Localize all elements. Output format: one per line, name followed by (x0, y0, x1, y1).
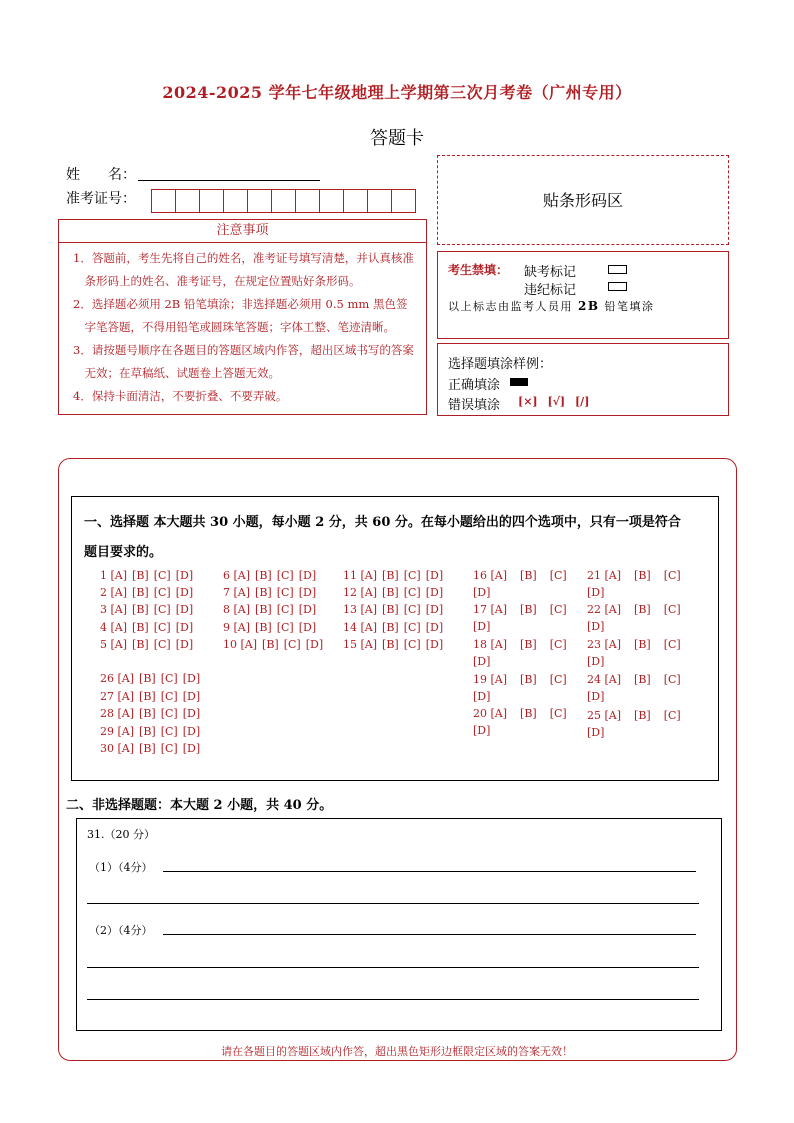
status-note: 以上标志由监考人员用 2B 铅笔填涂 (448, 299, 655, 313)
option-bubble[interactable]: [C] (663, 638, 681, 651)
question-number: 11 (343, 569, 361, 582)
option-bubble[interactable]: [A] (490, 707, 508, 720)
barcode-label: 贴条形码区 (542, 191, 623, 210)
option-bubble[interactable]: [A] (110, 620, 128, 634)
option-bubble[interactable]: [B] (520, 638, 537, 651)
option-bubble[interactable]: [C] (160, 707, 178, 720)
exam-id-digit-box[interactable] (271, 189, 296, 213)
question-row (100, 688, 205, 705)
option-bubble[interactable]: [D] (587, 586, 605, 599)
exam-id-digit-box[interactable] (367, 189, 392, 213)
question-row (223, 584, 321, 601)
question-number: 27 (100, 689, 118, 703)
option-bubble[interactable]: [B] (634, 709, 651, 722)
option-bubble[interactable]: [B] (520, 603, 537, 616)
option-bubble[interactable]: [D] (587, 620, 605, 633)
question-row (473, 567, 580, 601)
option-bubble[interactable]: [D] (298, 569, 317, 582)
question-row (223, 567, 321, 584)
option-bubble[interactable]: [C] (549, 569, 567, 582)
option-bubble[interactable]: [A] (360, 569, 378, 582)
q31-part1-label: （1）（4分） (89, 861, 153, 874)
fill-sample-box (437, 343, 729, 416)
option-bubble[interactable]: [B] (382, 586, 399, 600)
question-row (100, 636, 198, 653)
option-bubble[interactable]: [D] (473, 620, 491, 633)
option-bubble[interactable]: [C] (403, 637, 421, 651)
absent-label: 缺考标记 (524, 265, 577, 280)
question-row (100, 584, 198, 601)
note-item: 3．请按题号顺序在各题目的答题区域内作答，超出区域书写的答案无效；在草稿纸、试题卷上答题无效。 (73, 343, 414, 380)
question-number: 28 (100, 707, 118, 720)
option-bubble[interactable]: [B] (255, 586, 272, 600)
question-row (473, 601, 580, 635)
option-bubble[interactable]: [B] (255, 620, 272, 634)
question-number: 16 (473, 569, 491, 582)
question-number: 15 (343, 637, 361, 651)
option-bubble[interactable]: [C] (276, 586, 294, 600)
answer-line[interactable] (87, 903, 699, 904)
question-number: 19 (473, 673, 491, 686)
option-bubble[interactable]: [B] (520, 673, 537, 686)
question-row (100, 740, 205, 757)
option-bubble[interactable]: [A] (233, 586, 251, 600)
question-number: 5 (100, 637, 111, 651)
option-bubble[interactable]: [B] (255, 569, 272, 582)
question-row (587, 707, 694, 741)
exam-id-digit-box[interactable] (175, 189, 200, 213)
question-number: 20 (473, 707, 491, 720)
option-bubble[interactable]: [D] (473, 586, 491, 599)
notes-title: 注意事项 (216, 223, 269, 238)
option-bubble[interactable]: [B] (132, 603, 149, 617)
question-row (343, 601, 448, 618)
option-bubble[interactable]: [B] (139, 672, 156, 685)
option-bubble[interactable]: [C] (160, 672, 178, 685)
option-bubble[interactable]: [A] (360, 637, 378, 651)
option-bubble[interactable]: [D] (175, 603, 194, 617)
option-bubble[interactable]: [C] (663, 709, 681, 722)
note-item: 2．选择题必须用 2B 铅笔填涂；非选择题必须用 0.5 mm 黑色签字笔答题，不得用铅笔或圆珠笔答题；字体工整、笔迹清晰。 (73, 297, 408, 334)
notes-header (58, 219, 427, 243)
option-bubble[interactable]: [A] (490, 569, 508, 582)
option-bubble[interactable]: [C] (549, 707, 567, 720)
question-row (473, 671, 580, 705)
option-bubble[interactable]: [C] (160, 724, 178, 738)
question-number: 3 (100, 603, 111, 617)
option-bubble[interactable]: [D] (182, 672, 201, 685)
option-bubble[interactable]: [A] (117, 707, 135, 720)
question-number: 18 (473, 638, 491, 651)
option-bubble[interactable]: [D] (473, 655, 491, 668)
option-bubble[interactable]: [D] (298, 620, 317, 634)
answer-line[interactable] (163, 871, 696, 872)
question-row (473, 705, 580, 739)
option-bubble[interactable]: [A] (110, 586, 128, 600)
option-bubble[interactable]: [D] (182, 689, 201, 703)
question-row (223, 601, 321, 618)
option-bubble[interactable]: [C] (663, 673, 681, 686)
option-bubble[interactable]: [D] (473, 690, 491, 703)
question-number: 30 (100, 742, 118, 755)
option-bubble[interactable]: [B] (139, 689, 156, 703)
option-bubble[interactable]: [A] (360, 603, 378, 617)
option-bubble[interactable]: [C] (160, 742, 178, 755)
option-bubble[interactable]: [D] (182, 742, 201, 755)
name-field[interactable] (138, 180, 320, 181)
option-bubble[interactable]: [A] (490, 638, 508, 651)
option-bubble[interactable]: [A] (490, 673, 508, 686)
option-bubble[interactable]: [A] (233, 620, 251, 634)
exam-id-digit-box[interactable] (295, 189, 320, 213)
option-bubble[interactable]: [A] (110, 637, 128, 651)
question-number: 23 (587, 638, 605, 651)
option-bubble[interactable]: [B] (132, 620, 149, 634)
answer-line[interactable] (87, 967, 699, 968)
barcode-area (437, 155, 729, 245)
question-number: 26 (100, 672, 118, 685)
option-bubble[interactable]: [A] (360, 586, 378, 600)
option-bubble[interactable]: [A] (233, 569, 251, 582)
option-bubble[interactable]: [D] (473, 724, 491, 737)
question-row (100, 705, 205, 722)
option-bubble[interactable]: [A] (604, 638, 622, 651)
option-bubble[interactable]: [D] (425, 569, 444, 582)
option-bubble[interactable]: [A] (117, 672, 135, 685)
name-label: 姓 名： (66, 167, 136, 183)
option-bubble[interactable]: [B] (139, 724, 156, 738)
wrong-fill-samples: [×] [√] [/] (518, 395, 590, 408)
option-bubble[interactable]: [C] (276, 603, 294, 617)
option-bubble[interactable]: [D] (182, 707, 201, 720)
option-bubble[interactable]: [A] (117, 724, 135, 738)
option-bubble[interactable]: [D] (425, 586, 444, 600)
violation-label: 违纪标记 (524, 283, 577, 298)
question-number: 12 (343, 586, 361, 600)
option-bubble[interactable]: [B] (382, 637, 399, 651)
option-bubble[interactable]: [B] (255, 603, 272, 617)
exam-id-boxes[interactable] (152, 189, 416, 213)
option-bubble[interactable]: [C] (276, 620, 294, 634)
option-bubble[interactable]: [B] (132, 586, 149, 600)
question-row (587, 601, 694, 635)
question-row (343, 567, 448, 584)
option-bubble[interactable]: [B] (520, 707, 537, 720)
option-bubble[interactable]: [D] (175, 586, 194, 600)
option-bubble[interactable]: [D] (305, 637, 324, 651)
option-bubble[interactable]: [D] (425, 603, 444, 617)
question-number: 7 (223, 586, 234, 600)
option-bubble[interactable]: [B] (634, 603, 651, 616)
option-bubble[interactable]: [A] (117, 742, 135, 755)
note-item: 4．保持卡面清洁，不要折叠、不要弄破。 (73, 389, 288, 403)
option-bubble[interactable]: [C] (663, 569, 681, 582)
option-bubble[interactable]: [D] (298, 603, 317, 617)
question-number: 10 (223, 637, 241, 651)
question-row (100, 723, 205, 740)
absent-mark-box[interactable] (608, 265, 627, 274)
question-row (223, 636, 328, 653)
option-bubble[interactable]: [B] (634, 673, 651, 686)
answer-line[interactable] (87, 999, 699, 1000)
exam-status-box (437, 251, 729, 339)
question-row (100, 670, 205, 687)
question-number: 8 (223, 603, 234, 617)
option-bubble[interactable]: [C] (403, 620, 421, 634)
question-row (343, 619, 448, 636)
question-number: 9 (223, 620, 234, 634)
question-row (587, 636, 694, 670)
q31-box (76, 818, 722, 1031)
option-bubble[interactable]: [B] (132, 637, 149, 651)
option-bubble[interactable]: [A] (360, 620, 378, 634)
question-number: 2 (100, 586, 111, 600)
option-bubble[interactable]: [C] (153, 586, 171, 600)
question-number: 4 (100, 620, 111, 634)
wrong-fill-label: 错误填涂 (448, 398, 501, 413)
option-bubble[interactable]: [D] (175, 620, 194, 634)
footer-warning: 请在各题目的答题区域内作答，超出黑色矩形边框限定区域的答案无效！ (221, 1045, 573, 1058)
exam-id-digit-box[interactable] (391, 189, 416, 213)
question-number: 17 (473, 603, 491, 616)
violation-mark-box[interactable] (608, 282, 627, 291)
question-number: 13 (343, 603, 361, 617)
notes-list (59, 243, 426, 408)
option-bubble[interactable]: [B] (634, 638, 651, 651)
option-bubble[interactable]: [B] (139, 742, 156, 755)
option-bubble[interactable]: [C] (160, 689, 178, 703)
question-row (100, 619, 198, 636)
option-bubble[interactable]: [A] (117, 689, 135, 703)
option-bubble[interactable]: [B] (382, 569, 399, 582)
exam-id-digit-box[interactable] (247, 189, 272, 213)
question-row (587, 567, 694, 601)
option-bubble[interactable]: [D] (298, 586, 317, 600)
question-number: 6 (223, 569, 234, 582)
option-bubble[interactable]: [C] (403, 586, 421, 600)
option-bubble[interactable]: [D] (587, 726, 605, 739)
question-row (343, 636, 448, 653)
question-number: 24 (587, 673, 605, 686)
exam-id-digit-box[interactable] (151, 189, 176, 213)
option-bubble[interactable]: [D] (175, 637, 194, 651)
answer-sheet-title: 答题卡 (370, 128, 424, 149)
exam-id-label: 准考证号： (66, 191, 136, 207)
question-row (343, 584, 448, 601)
option-bubble[interactable]: [C] (153, 620, 171, 634)
question-number: 1 (100, 569, 111, 582)
question-number: 22 (587, 603, 605, 616)
option-bubble[interactable]: [C] (549, 603, 567, 616)
fill-sample-title: 选择题填涂样例： (448, 357, 553, 372)
nonchoice-section-heading: 二、非选择题题：本大题 2 小题，共 40 分。 (66, 798, 333, 813)
option-bubble[interactable]: [C] (153, 637, 171, 651)
choice-section-heading: 一、选择题 本大题共 30 小题，每小题 2 分，共 60 分。在每小题给出的四个选项中，只有一项是符合 (84, 515, 681, 530)
option-bubble[interactable]: [D] (425, 637, 444, 651)
question-number: 21 (587, 569, 605, 582)
option-bubble[interactable]: [A] (604, 673, 622, 686)
option-bubble[interactable]: [B] (382, 603, 399, 617)
option-bubble[interactable]: [D] (587, 690, 605, 703)
question-number: 29 (100, 724, 118, 738)
option-bubble[interactable]: [C] (549, 673, 567, 686)
q31-label: 31.（20 分） (87, 828, 155, 841)
notes-box (58, 242, 427, 415)
option-bubble[interactable]: [B] (634, 569, 651, 582)
option-bubble[interactable]: [D] (175, 569, 194, 582)
answer-line[interactable] (163, 934, 696, 935)
exam-id-digit-box[interactable] (199, 189, 224, 213)
exam-id-digit-box[interactable] (223, 189, 248, 213)
question-row (587, 671, 694, 705)
option-bubble[interactable]: [B] (132, 569, 149, 582)
option-bubble[interactable]: [A] (233, 603, 251, 617)
option-bubble[interactable]: [B] (262, 637, 279, 651)
question-row (100, 567, 198, 584)
option-bubble[interactable]: [A] (490, 603, 508, 616)
option-bubble[interactable]: [C] (283, 637, 301, 651)
exam-title: 2024-2025 学年七年级地理上学期第三次月考卷（广州专用） (162, 83, 632, 102)
question-number: 14 (343, 620, 361, 634)
note-item: 1．答题前，考生先将自己的姓名，准考证号填写清楚，并认真核准条形码上的姓名、准考证号，在规定位置贴好条形码。 (73, 251, 414, 288)
option-bubble[interactable]: [A] (110, 569, 128, 582)
question-row (223, 619, 321, 636)
option-bubble[interactable]: [D] (182, 724, 201, 738)
option-bubble[interactable]: [B] (139, 707, 156, 720)
option-bubble[interactable]: [C] (663, 603, 681, 616)
exam-id-digit-box[interactable] (343, 189, 368, 213)
option-bubble[interactable]: [D] (587, 655, 605, 668)
option-bubble[interactable]: [B] (520, 569, 537, 582)
option-bubble[interactable]: [A] (110, 603, 128, 617)
choice-section-box (71, 496, 719, 781)
option-bubble[interactable]: [A] (604, 603, 622, 616)
option-bubble[interactable]: [A] (604, 569, 622, 582)
option-bubble[interactable]: [C] (153, 569, 171, 582)
question-row (100, 601, 198, 618)
option-bubble[interactable]: [C] (549, 638, 567, 651)
question-number: 25 (587, 709, 605, 722)
option-bubble[interactable]: [A] (604, 709, 622, 722)
correct-fill-sample (510, 378, 528, 386)
q31-part2-label: （2）（4分） (89, 924, 153, 937)
option-bubble[interactable]: [C] (403, 603, 421, 617)
option-bubble[interactable]: [A] (240, 637, 258, 651)
choice-section-heading-cont: 题目要求的。 (84, 545, 163, 560)
exam-id-digit-box[interactable] (319, 189, 344, 213)
option-bubble[interactable]: [C] (276, 569, 294, 582)
option-bubble[interactable]: [C] (153, 603, 171, 617)
option-bubble[interactable]: [D] (425, 620, 444, 634)
option-bubble[interactable]: [C] (403, 569, 421, 582)
correct-fill-label: 正确填涂 (448, 378, 501, 393)
option-bubble[interactable]: [B] (382, 620, 399, 634)
exam-status-label: 考生禁填： (448, 263, 509, 277)
question-row (473, 636, 580, 670)
